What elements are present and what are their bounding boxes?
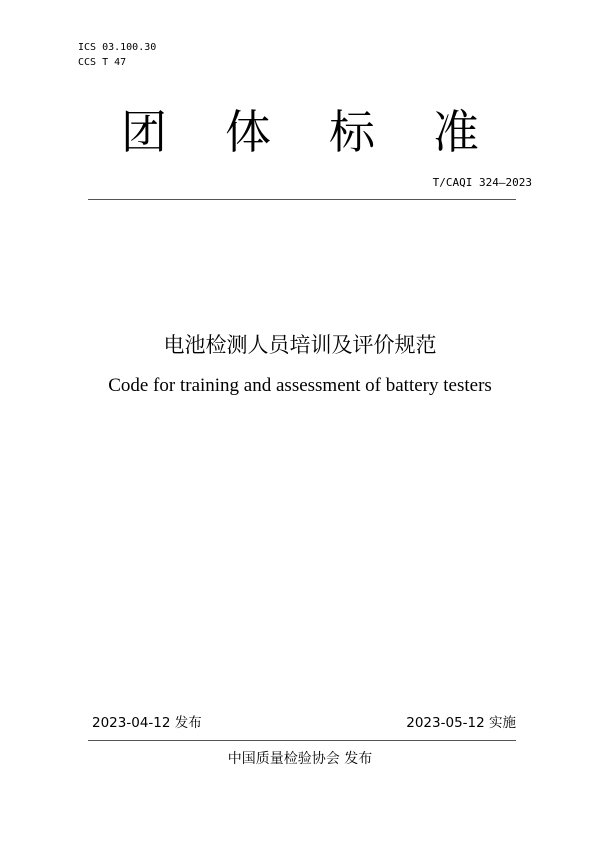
publisher: 中国质量检验协会 发布 — [227, 751, 373, 767]
classification-codes — [78, 40, 156, 70]
implementation-date: 2023-05-12 实施 — [406, 715, 516, 731]
issue-date: 2023-04-12 发布 — [92, 715, 202, 731]
ics-code: ICS 03.100.30 — [78, 42, 157, 53]
ccs-code: CCS T 47 — [78, 57, 127, 68]
chinese-title: 电池检测人员培训及评价规范 — [163, 333, 437, 357]
standard-number: T/CAQI 324—2023 — [432, 176, 532, 189]
top-divider — [88, 199, 516, 200]
document-type-heading: 团体标准 — [121, 105, 537, 159]
english-title: Code for training and assessment of battery testers — [108, 375, 492, 396]
bottom-divider — [88, 740, 516, 741]
